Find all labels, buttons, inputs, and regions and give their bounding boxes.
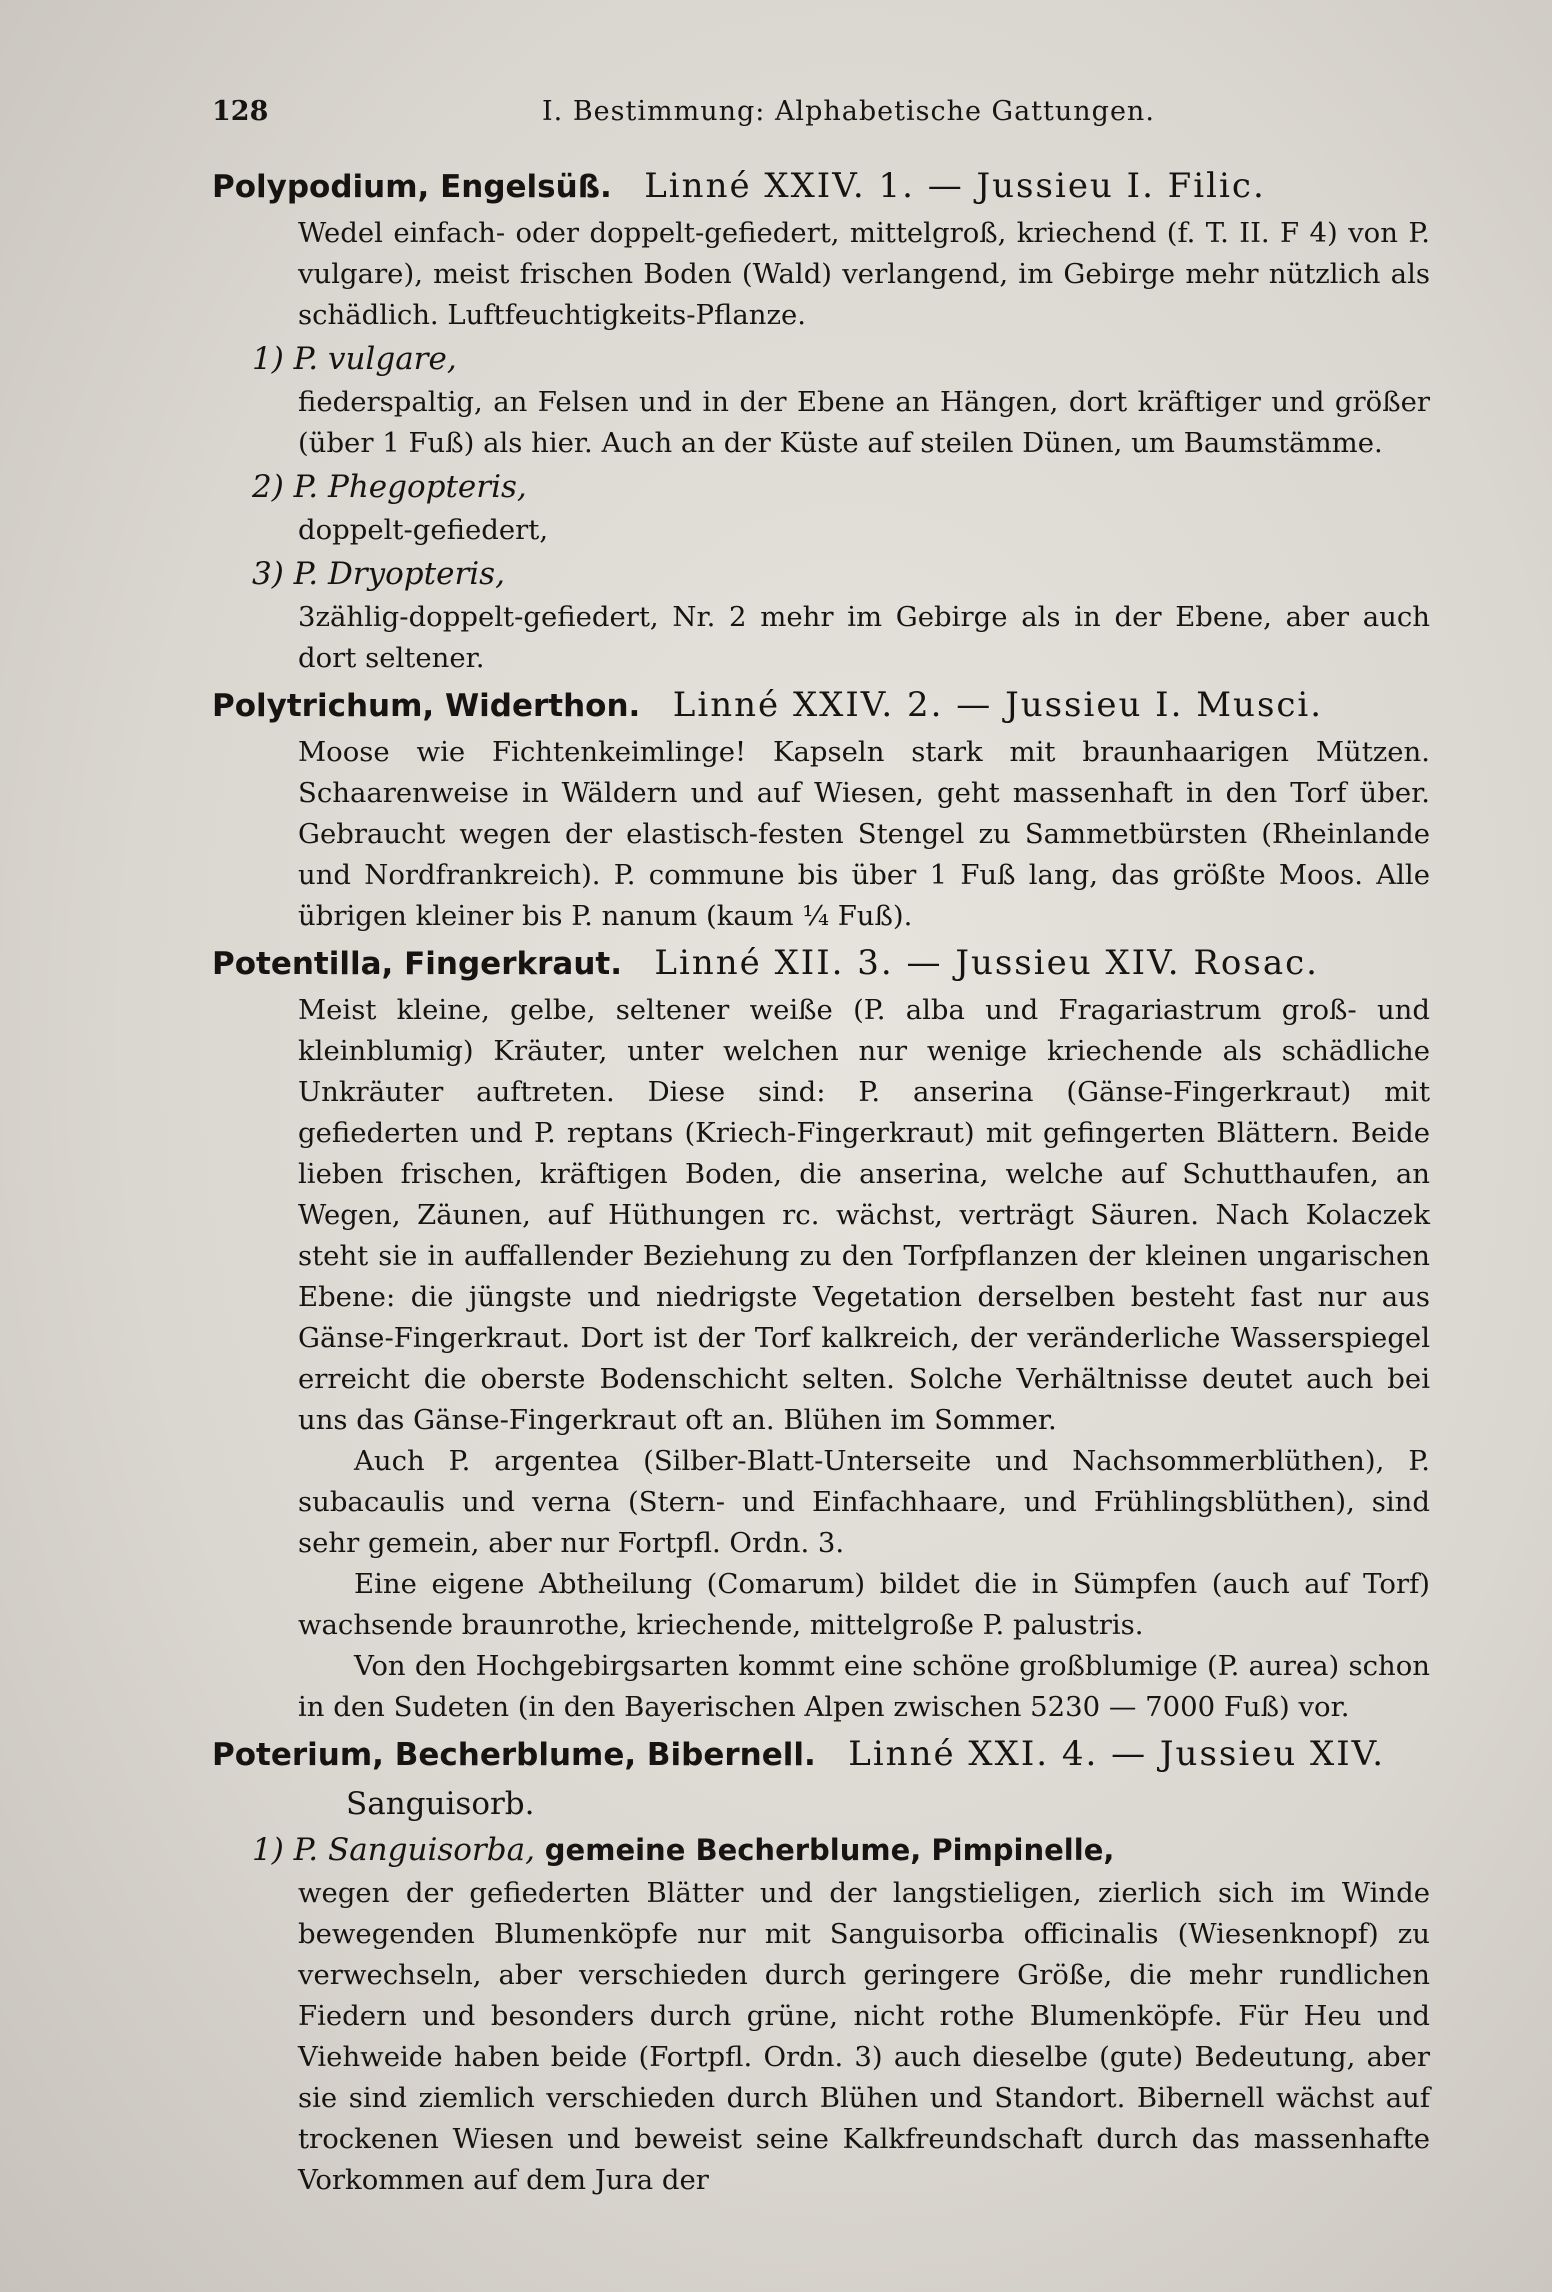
species-name: 2) P. Phegopteris, [252, 469, 527, 505]
species-name: 1) P. vulgare, [252, 341, 457, 377]
entry-poterium [212, 1728, 1430, 2201]
entry-heading [212, 937, 1430, 990]
entry-body [298, 213, 1430, 336]
entry-polypodium [212, 160, 1430, 679]
genus-name: Polytrichum, Widerthon. [212, 688, 641, 724]
paragraph: Auch P. argentea (Silber-Blatt-Unterseite und Nachsommerblüthen), P. subacaulis und verna (Stern- und Einfachhaare, und Frühlingsblüthen), sind sehr gemein, aber nur Fortpfl. Ordn. 3. [298, 1445, 1430, 1559]
classification: Linné XXIV. 1. — Jussieu I. Filic. [644, 166, 1266, 206]
classification: Linné XXIV. 2. — Jussieu I. Musci. [672, 685, 1324, 725]
running-header [212, 96, 1312, 136]
species-heading [212, 1827, 1430, 1873]
species-common-name: gemeine Becherblume, Pimpinelle, [544, 1833, 1115, 1867]
species-name: 3) P. Dryopteris, [252, 556, 505, 592]
entry-polytrichum [212, 679, 1430, 937]
genus-name: Poterium, Becherblume, Bibernell. [212, 1737, 816, 1773]
paragraph: Eine eigene Abtheilung (Comarum) bildet die in Sümpfen (auch auf Torf) wachsende braunrothe, kriechende, mittelgroße P. palustris. [298, 1568, 1430, 1641]
page-number: 128 [212, 96, 269, 127]
page-content [212, 160, 1430, 2201]
paragraph: Wedel einfach- oder doppelt-gefiedert, mittelgroß, kriechend (f. T. II. F 4) von P. vulgare), meist frischen Boden (Wald) verlangend, im Gebirge mehr nützlich als schädlich. Luftfeuchtigkeits-Pflanze. [298, 217, 1430, 331]
species-text: fiederspaltig, an Felsen und in der Ebene an Hängen, dort kräftiger und größer (über 1 Fuß) als hier. Auch an der Küste auf steilen Dünen, um Baumstämme. [298, 386, 1430, 459]
species-text: wegen der gefiederten Blätter und der langstieligen, zierlich sich im Winde bewegenden Blumenköpfe nur mit Sanguisorba officinalis (Wiesenknopf) zu verwechseln, aber verschieden durch geringere Größe, die mehr rundlichen Fiedern und besonders durch grüne, nicht rothe Blumenköpfe. Für Heu und Viehweide haben beide (Fortpfl. Ordn. 3) auch dieselbe (gute) Bedeutung, aber sie sind ziemlich verschieden durch Blühen und Standort. Bibernell wächst auf trockenen Wiesen und beweist seine Kalkfreundschaft durch das massenhafte Vorkommen auf dem Jura der [298, 1877, 1430, 2196]
entry-heading [212, 679, 1430, 732]
entry-body [298, 732, 1430, 937]
entry-potentilla [212, 937, 1430, 1728]
species-text: doppelt-gefiedert, [298, 514, 549, 546]
paragraph: Meist kleine, gelbe, seltener weiße (P. alba und Fragariastrum groß- und kleinblumig) Kräuter, unter welchen nur wenige kriechende als schädliche Unkräuter auftreten. Diese sind: P. anserina (Gänse-Fingerkraut) mit gefiederten und P. reptans (Kriech-Fingerkraut) mit gefingerten Blättern. Beide lieben frischen, kräftigen Boden, die anserina, welche auf Schutthaufen, an Wegen, Zäunen, auf Hüthungen rc. wächst, verträgt Säuren. Nach Kolaczek steht sie in auffallender Beziehung zu den Torfpflanzen der kleinen ungarischen Ebene: die jüngste und niedrigste Vegetation derselben besteht fast nur aus Gänse-Fingerkraut. Dort ist der Torf kalkreich, der veränderliche Wasserspiegel erreicht die oberste Bodenschicht selten. Solche Verhältnisse deutet auch bei uns das Gänse-Fingerkraut oft an. Blühen im Sommer. [298, 994, 1430, 1436]
classification: Linné XII. 3. — Jussieu XIV. Rosac. [654, 943, 1319, 983]
entry-body [298, 990, 1430, 1728]
classification-continued: Sanguisorb. [346, 1786, 535, 1822]
paragraph: Moose wie Fichtenkeimlinge! Kapseln stark mit braunhaarigen Mützen. Schaarenweise in Wäldern und auf Wiesen, geht massenhaft in den Torf über. Gebraucht wegen der elastisch-festen Stengel zu Sammetbürsten (Rheinlande und Nordfrankreich). P. commune bis über 1 Fuß lang, das größte Moos. Alle übrigen kleiner bis P. nanum (kaum ¼ Fuß). [298, 736, 1430, 932]
entry-heading [212, 1728, 1430, 1781]
genus-name: Polypodium, Engelsüß. [212, 169, 612, 205]
header-title: I. Bestimmung: Alphabetische Gattungen. [542, 96, 1155, 127]
paragraph: Von den Hochgebirgsarten kommt eine schöne großblumige (P. aurea) schon in den Sudeten (in den Bayerischen Alpen zwischen 5230 — 7000 Fuß) vor. [298, 1650, 1430, 1723]
species-name: 1) P. Sanguisorba, [252, 1832, 535, 1868]
genus-name: Potentilla, Fingerkraut. [212, 946, 622, 982]
species-text: 3zählig-doppelt-gefiedert, Nr. 2 mehr im Gebirge als in der Ebene, aber auch dort seltener. [298, 601, 1430, 674]
entry-heading [212, 160, 1430, 213]
classification: Linné XXI. 4. — Jussieu XIV. [848, 1734, 1386, 1774]
